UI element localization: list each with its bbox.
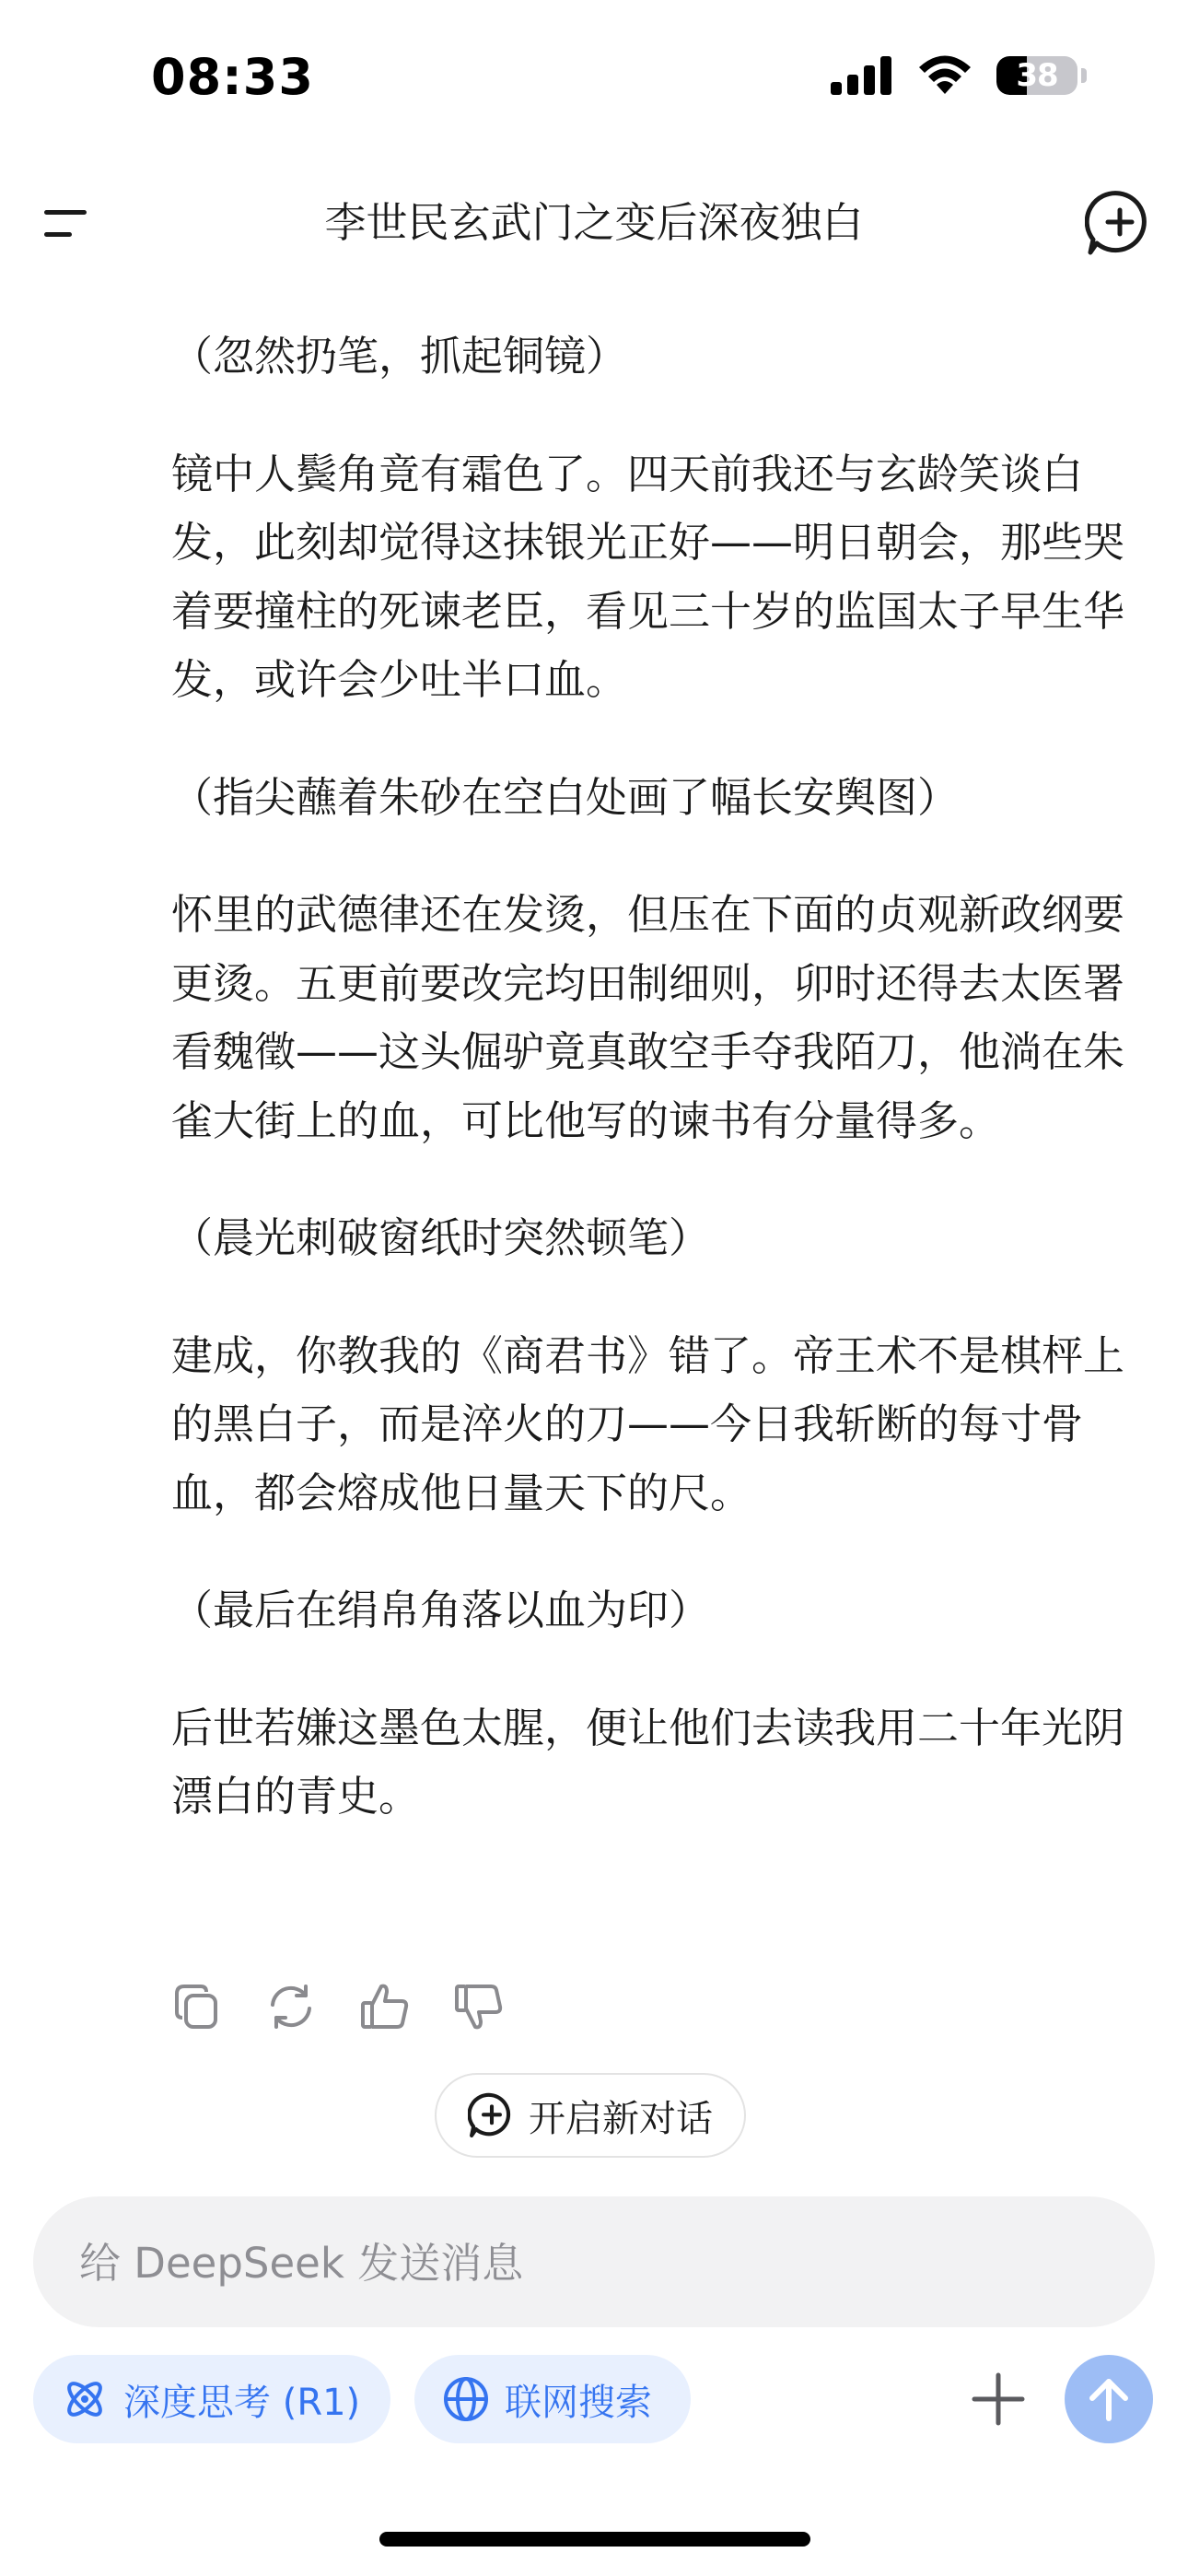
- attach-button[interactable]: [969, 2370, 1028, 2429]
- assistant-message: [171, 322, 1147, 1880]
- message-paragraph: 后世若嫌这墨色太腥，便让他们去读我用二十年光阴漂白的青史。: [171, 1703, 1125, 1821]
- thumbs-down-button[interactable]: [453, 1981, 505, 2032]
- chat-header: [0, 166, 1188, 276]
- globe-icon: [442, 2375, 490, 2423]
- status-time: 08:33: [151, 48, 314, 106]
- atom-icon: [61, 2375, 109, 2423]
- message-paragraph: 建成，你教我的《商君书》错了。帝王术不是棋枰上的黑白子，而是淬火的刀——今日我斩断的每寸骨血，都会熔成他日量天下的尺。: [171, 1330, 1125, 1517]
- status-bar: [0, 0, 1188, 157]
- battery-level: 38: [1016, 57, 1058, 94]
- message-paragraph: 怀里的武德律还在发烫，但压在下面的贞观新政纲要更烫。五更前要改完均田制细则，卯时还得去太医署看魏徵——这头倔驴竟真敢空手夺我陌刀，他淌在朱雀大街上的血，可比他写的谏书有分量得多。: [171, 890, 1125, 1145]
- menu-icon: [41, 205, 92, 241]
- send-button[interactable]: [1065, 2355, 1153, 2443]
- thumbs-up-icon: [363, 1986, 406, 2027]
- thumbs-up-button[interactable]: [359, 1981, 411, 2032]
- wifi-icon: [917, 55, 973, 96]
- new-chat-icon: [1087, 193, 1144, 252]
- message-paragraph: （晨光刺破窗纸时突然顿笔）: [171, 1213, 711, 1262]
- home-indicator: [379, 2532, 810, 2547]
- battery-indicator: [996, 56, 1087, 95]
- page-title: 李世民玄武门之变后深夜独白: [324, 198, 864, 247]
- new-conversation-button[interactable]: [435, 2073, 746, 2158]
- deep-think-toggle[interactable]: [33, 2355, 390, 2443]
- new-chat-icon: [468, 2091, 516, 2139]
- regenerate-button[interactable]: [265, 1981, 317, 2032]
- plus-icon: [974, 2375, 1022, 2423]
- message-composer: [33, 2196, 1155, 2327]
- message-paragraph: （最后在绢帛角落以血为印）: [171, 1586, 711, 1634]
- message-paragraph: （指尖蘸着朱砂在空白处画了幅长安舆图）: [171, 772, 960, 822]
- arrow-up-icon: [1084, 2374, 1134, 2424]
- status-icons: [831, 55, 1087, 96]
- message-paragraph: 镜中人鬓角竟有霜色了。四天前我还与玄龄笑谈白发，此刻却觉得这抹银光正好——明日朝会，那些哭着要撞柱的死谏老臣，看见三十岁的监国太子早生华发，或许会少吐半口血。: [171, 449, 1125, 704]
- copy-button[interactable]: [171, 1981, 223, 2032]
- message-input[interactable]: [77, 2196, 1094, 2329]
- message-paragraph: （忽然扔笔，抓起铜镜）: [171, 332, 628, 381]
- menu-button[interactable]: [37, 193, 96, 252]
- regenerate-icon: [273, 1986, 309, 2027]
- web-search-label: 联网搜索: [505, 2381, 652, 2424]
- message-actions: [171, 1981, 505, 2032]
- composer-tools: [33, 2355, 1155, 2443]
- new-chat-button[interactable]: [1085, 188, 1155, 258]
- cellular-signal-icon: [831, 56, 893, 95]
- web-search-toggle[interactable]: [414, 2355, 691, 2443]
- deep-think-label: 深度思考 (R1): [123, 2381, 361, 2424]
- thumbs-down-icon: [457, 1986, 500, 2027]
- new-conversation-label: 开启新对话: [529, 2097, 713, 2140]
- battery-icon: [996, 56, 1077, 95]
- battery-cap: [1081, 68, 1087, 83]
- copy-icon: [177, 1986, 215, 2027]
